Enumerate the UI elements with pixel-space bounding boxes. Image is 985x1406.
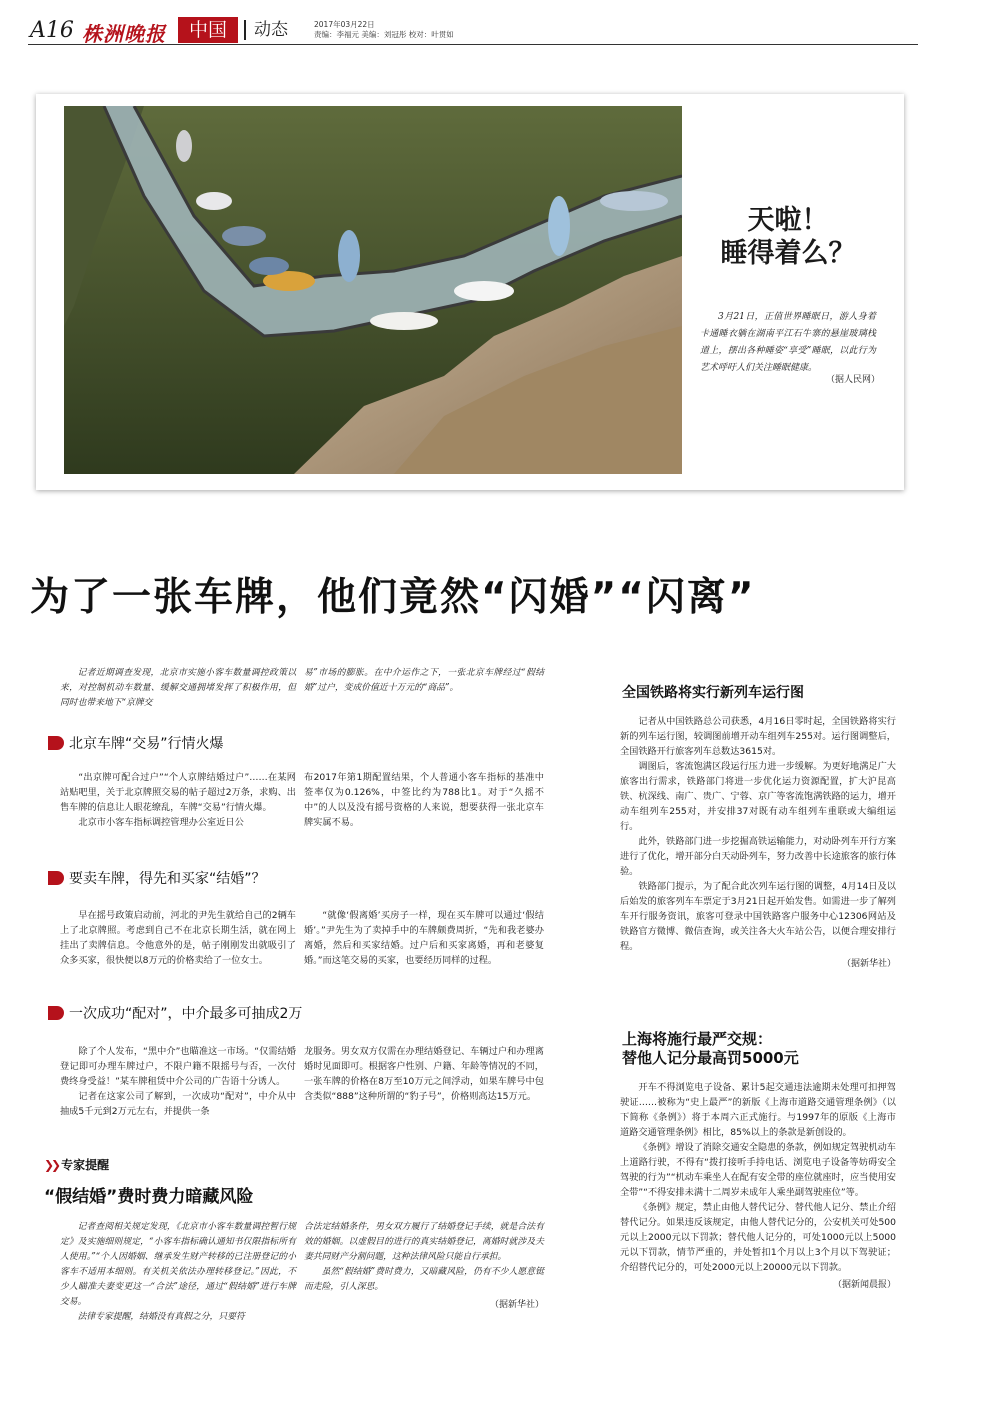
edition-meta xyxy=(314,20,454,40)
expert-tag xyxy=(44,1156,109,1173)
cliff-walkway-photo xyxy=(64,106,682,474)
red-bullet-icon xyxy=(48,736,64,750)
traffic-paragraph: 《条例》增设了消除交通安全隐患的条款，例如规定驾驶机动车上道路行驶，不得有“拨打接听手持电话、浏览电子设备等妨碍安全驾驶的行为”“机动车乘坐人在配有安全带的座位就座时，应当使用安全带”“不得安排未满十二周岁未成年人乘坐副驾驶座位”等。 xyxy=(620,1142,896,1198)
traffic-paragraph: 开车不得浏览电子设备、累计5起交通违法逾期未处理可扣押驾驶证……被称为“史上最严”的新版《上海市道路交通管理条例》（以下简称《条例》）将于本周六正式施行。与1997年的原版《上海市道路交通管理条例》相比，85%以上的条款是新创设的。 xyxy=(620,1082,896,1138)
traffic-headline-line1: 上海将施行最严交规： xyxy=(622,1030,773,1048)
expert-source: （据新华社） xyxy=(489,1300,544,1310)
page-number: A16 xyxy=(30,18,74,43)
section3-paragraph: 记者在这家公司了解到，一次成功“配对”，中介从中抽成5千元到2万元左右，并提供一条 xyxy=(60,1091,296,1117)
traffic-headline-line2: 替他人记分最高罚5000元 xyxy=(622,1049,799,1067)
photo-title-line2: 睡得着么？ xyxy=(720,238,856,269)
section2-paragraph: “就像‘假离婚’买房子一样，现在买车牌可以通过‘假结婚’。”尹先生为了卖掉手中的车牌颇费周折，“先和我老婆办离婚，然后和买家结婚。过户后和买家离婚，再和老婆复婚。”而这笔交易的买家，也要经历同样的过程。 xyxy=(304,910,544,966)
rail-article-body xyxy=(620,714,896,969)
section-heading-1 xyxy=(48,733,224,753)
rail-paragraph: 铁路部门提示，为了配合此次列车运行图的调整，4月14日及以后始发的旅客列车车票定于3月21日起开始发售。如需进一步了解列车开行服务资讯，旅客可登录中国铁路客户服务中心12306网站及铁路官方微博、微信查询，或关注各大火车站公告，以便合理安排行程。 xyxy=(620,881,896,952)
photo-story-title xyxy=(708,204,868,270)
lead-paragraph-left: 记者近期调查发现，北京市实施小客车数量调控政策以来，对控制机动车数量、缓解交通拥堵发挥了积极作用，但同时也带来地下“京牌交 xyxy=(60,668,296,708)
section-heading-3-text: 一次成功“配对”，中介最多可抽成2万 xyxy=(69,1006,303,1022)
photo-title-line1: 天啦！ xyxy=(747,205,829,236)
rail-paragraph: 记者从中国铁路总公司获悉，4月16日零时起，全国铁路将实行新的列车运行图，较调图前增开动车组列车255对。运行图调整后，全国铁路开行旅客列车总数达3615对。 xyxy=(620,716,896,757)
expert-paragraph: 记者查阅相关规定发现，《北京市小客车数量调控暂行规定》及实施细则规定，“小客车指标确认通知书仅限指标所有人使用。”“个人因婚姻、继承发生财产转移的已注册登记的小客车不适用本细则。有关机关依法办理转移登记。”因此，不少人瞄准夫妻变更这一“合法”途径，通过“假结婚”进行车牌交易。 xyxy=(60,1222,296,1307)
photo-source: （据人民网） xyxy=(825,375,880,385)
rail-paragraph: 调图后，客流饱满区段运行压力进一步缓解。为更好地满足广大旅客出行需求，铁路部门将进一步优化运力资源配置，扩大沪昆高铁、杭深线、南广、贵广、宁蓉、京广等客流饱满铁路的运力，增开动车组列车255对，并安排37对既有动车组列车重联或大编组运行。 xyxy=(620,761,896,832)
section3-left-column xyxy=(60,1044,296,1119)
masthead-divider xyxy=(28,44,918,45)
section1-paragraph: 布2017年第1期配置结果，个人普通小客车指标的基准中签率仅为0.126%，中签比约为788比1。对于“久摇不中”的人以及没有摇号资格的人来说，想要获得一张北京车牌实属不易。 xyxy=(304,772,544,828)
section3-paragraph: 除了个人发布，“黑中介”也瞄准这一市场。“仅需结婚登记即可办理车牌过户，不限户籍不限摇号与否，一次付费终身受益！”某车牌租赁中介公司的广告语十分诱人。 xyxy=(60,1046,296,1087)
section-heading-1-text: 北京车牌“交易”行情火爆 xyxy=(69,736,224,752)
section3-paragraph: 龙服务。男女双方仅需在办理结婚登记、车辆过户和办理离婚时见面即可。根据客户性别、户籍、年龄等情况的不同，一张车牌的价格在8万至10万元之间浮动，如果车牌号中包含类似“888”这种所谓的“豹子号”，价格则高达15万元。 xyxy=(304,1046,544,1102)
rail-headline: 全国铁路将实行新列车运行图 xyxy=(622,685,804,701)
section1-left-column xyxy=(60,770,296,830)
section2-right-column xyxy=(304,908,544,968)
expert-left-column xyxy=(60,1220,296,1325)
expert-tag-text: 专家提醒 xyxy=(61,1158,110,1172)
section1-paragraph: 北京市小客车指标调控管理办公室近日公 xyxy=(78,817,244,828)
newspaper-logo: 株洲晚报 xyxy=(82,22,166,46)
traffic-article-body xyxy=(620,1080,896,1290)
photo-illustration xyxy=(64,106,682,474)
section3-right-column xyxy=(304,1044,544,1104)
traffic-headline xyxy=(622,1030,799,1068)
red-bullet-icon xyxy=(48,871,64,885)
section2-left-column xyxy=(60,908,296,968)
section1-paragraph: “出京牌可配合过户”“个人京牌结婚过户”……在某网站贴吧里，关于北京牌照交易的帖子超过2万条，求购、出售车牌的信息让人眼花缭乱，车牌“交易”行情火爆。 xyxy=(60,772,296,813)
traffic-paragraph: 《条例》规定，禁止由他人替代记分、替代他人记分、禁止介绍替代记分。如果违反该规定，由他人替代记分的，公安机关可处500元以上2000元以下罚款；替代他人记分的，可处1000元以上5000元以下罚款，情节严重的，并处暂扣1个月以上3个月以下驾驶证；介绍替代记分的，可处2000元以上20000元以下罚款。 xyxy=(620,1202,896,1273)
section-badge: 中国 xyxy=(178,17,238,43)
section2-paragraph: 早在摇号政策启动前，河北的尹先生就给自己的2辆车上了北京牌照。考虑到自己不在北京长期生活，就在网上挂出了卖牌信息。令他意外的是，帖子刚刚发出就吸引了众多买家，很快便以8万元的价格卖给了一位女士。 xyxy=(60,910,296,966)
photo-caption: 3月21日，正值世界睡眠日，游人身着卡通睡衣躺在湖南平江石牛寨的悬崖玻璃栈道上，摆出各种睡姿“享受”睡眠，以此行为艺术呼吁人们关注睡眠健康。 xyxy=(700,312,876,373)
expert-paragraph: 虽然“假结婚”费时费力，又暗藏风险，仍有不少人愿意铤而走险，引人深思。 xyxy=(304,1267,544,1292)
lead-paragraph-right: 易”市场的膨胀。在中介运作之下，一张北京车牌经过“假结婚”过户，变成价值近十万元的“商品”。 xyxy=(304,668,544,693)
expert-paragraph: 法律专家提醒，结婚没有真假之分，只要符 xyxy=(77,1312,245,1322)
photo-story-card xyxy=(36,94,904,490)
section-heading-2-text: 要卖车牌，得先和买家“结婚”？ xyxy=(69,871,266,887)
rail-paragraph: 此外，铁路部门进一步挖掘高铁运输能力，对动卧列车开行方案进行了优化，增开部分白天动卧列车，努力改善中长途旅客的旅行体验。 xyxy=(620,836,896,877)
expert-paragraph: 合法定结婚条件，男女双方履行了结婚登记手续，就是合法有效的婚姻。以虚假目的进行的真实结婚登记，离婚时就涉及夫妻共同财产分割问题，这种法律风险只能自行承担。 xyxy=(304,1222,544,1262)
edition-editors: 责编：李福元 美编：刘冠彤 校对：叶贯如 xyxy=(314,30,454,39)
double-chevron-icon: ❯❯ xyxy=(44,1158,59,1172)
lead-right-column xyxy=(304,666,544,696)
rail-source: （据新华社） xyxy=(841,959,896,969)
traffic-source: （据新闻晨报） xyxy=(832,1280,896,1290)
expert-right-column xyxy=(304,1220,544,1310)
red-bullet-icon xyxy=(48,1006,64,1020)
lead-left-column xyxy=(60,666,296,711)
edition-date: 2017年03月22日 xyxy=(314,20,375,29)
subsection-label: 动态 xyxy=(244,20,288,40)
section-heading-3 xyxy=(48,1003,302,1023)
main-headline: 为了一张车牌，他们竟然“闪婚”“闪离” xyxy=(30,575,756,620)
section-heading-2 xyxy=(48,868,266,888)
section1-right-column xyxy=(304,770,544,830)
expert-title: “假结婚”费时费力暗藏风险 xyxy=(44,1187,254,1207)
